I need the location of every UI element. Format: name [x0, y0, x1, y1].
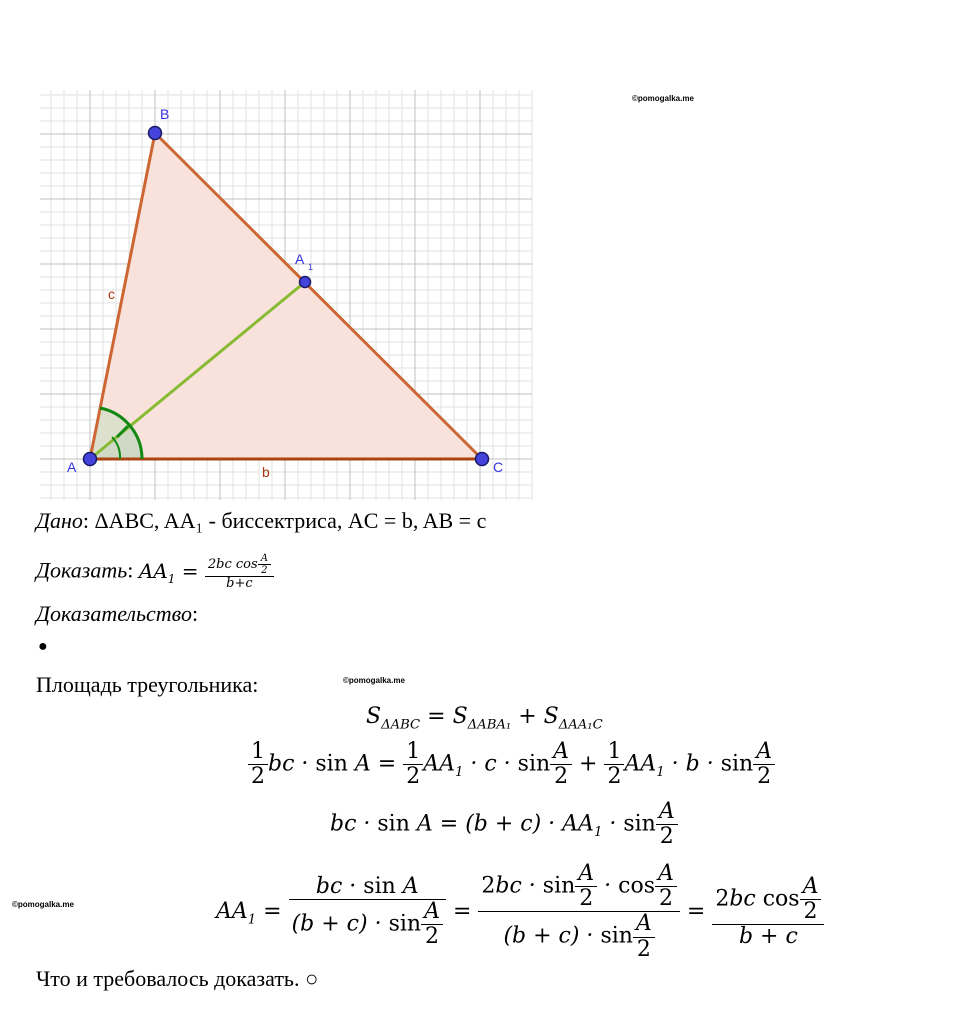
equation-area-expanded: $\frac{1}{2}$ bc · sin A = $\frac{1}{2}$ $AA_1 \cdot c \cdot \sin$ $\frac{A}{2}$ + $\frac{1}{2}$ $AA_1 \cdot b \cdot \sin$ $\frac{A}{2}$ — [248, 740, 775, 789]
point-c — [476, 453, 489, 466]
prove-colon: : — [127, 557, 134, 583]
prove-line — [36, 553, 274, 591]
triangle-figure — [0, 0, 960, 510]
area-intro: Площадь треугольника: — [36, 672, 259, 697]
label-a1: A — [295, 251, 305, 267]
label-c: C — [493, 459, 504, 475]
given-text: : ΔABC, AA₁ - биссектриса, AC = b, AB = c — [82, 508, 487, 533]
watermark-left: ©pomogalka.me — [12, 900, 74, 909]
label-a1-subscript: 1 — [308, 262, 314, 272]
label-b: B — [160, 106, 170, 122]
point-a — [84, 453, 97, 466]
bullet-point: ● — [38, 638, 48, 655]
proof-line — [36, 601, 198, 627]
side-label-c: c — [108, 286, 115, 302]
given-label: Дано — [36, 508, 83, 533]
side-label-b: b — [262, 464, 270, 480]
conclusion-text: Что и требовалось доказать. ○ — [36, 966, 319, 991]
label-a: A — [67, 459, 77, 475]
proof-label: Доказательство — [36, 601, 192, 626]
proof-colon: : — [191, 601, 199, 626]
watermark-top: ©pomogalka.me — [632, 94, 694, 103]
watermark-middle: ©pomogalka.me — [343, 676, 405, 685]
equation-area-sum: $S_{\Delta ABC} = S_{\Delta ABA_1} + S_{\Delta AA_1C}$ — [366, 704, 603, 733]
point-b — [149, 127, 162, 140]
equation-result: $AA_1$ = bc · sin A (b + c) · sin $\frac{A}{2}$ = 2bc · sin $\frac{A}{2}$ · cos $\frac{A}{2}$ (b + c) · sin $\frac{A}{2}$ = 2bc cos $\frac{A}{2}$ b + c — [216, 862, 824, 962]
prove-formula: $AA_1$ = 2bc cos $\frac{A}{2}$ b+c — [139, 559, 274, 583]
equation-simplified: bc · $\sin A = (b + c) \cdot AA_1 \cdot \sin$ $\frac{A}{2}$ — [330, 800, 678, 849]
point-a1 — [300, 277, 311, 288]
prove-label: Доказать — [36, 557, 128, 583]
given-line — [36, 508, 486, 534]
